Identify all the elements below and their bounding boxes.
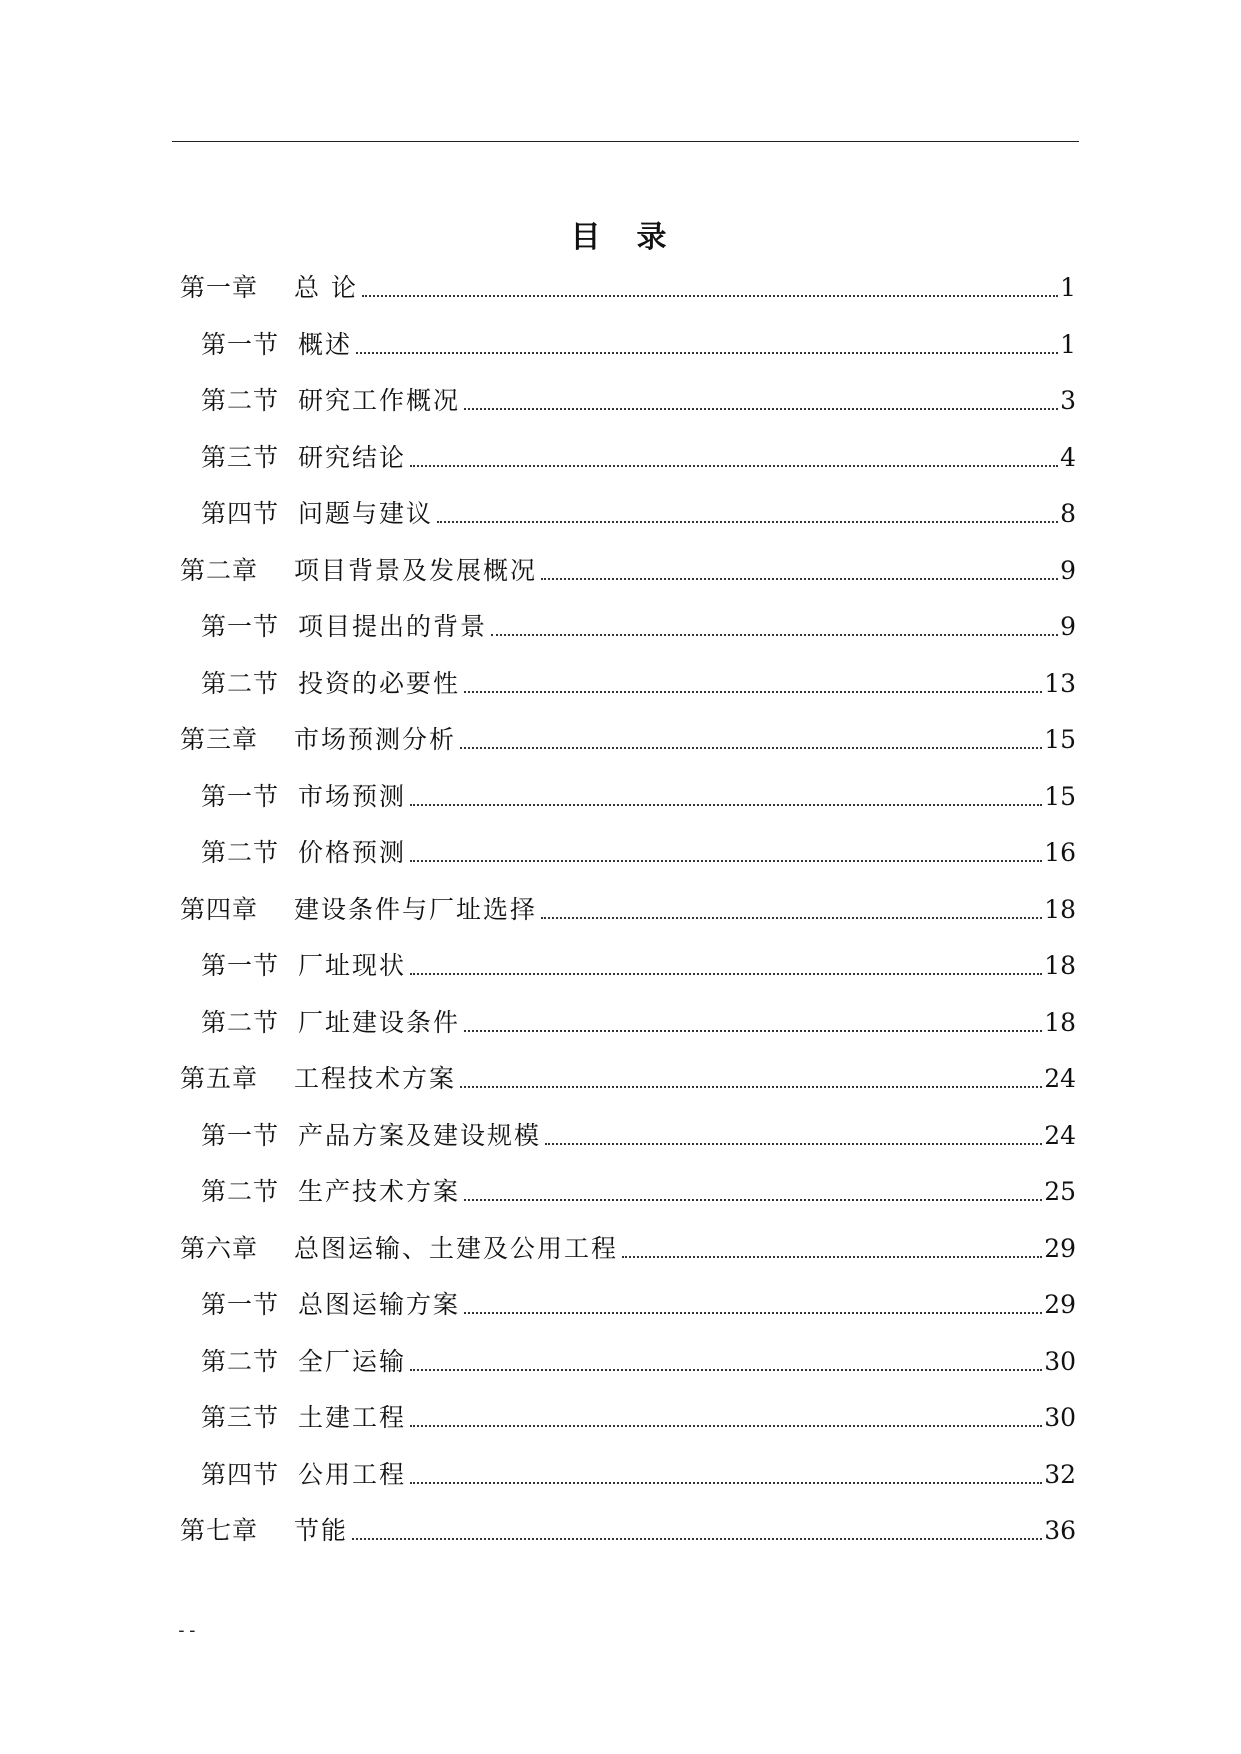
- toc-entry-label: 第二节: [201, 1347, 280, 1376]
- toc-entry-label: 第五章: [180, 1064, 259, 1093]
- toc-entry-chapter[interactable]: [180, 1511, 1076, 1551]
- toc-entry-chapter[interactable]: [180, 1059, 1076, 1099]
- toc-entry-section[interactable]: [201, 777, 1076, 817]
- toc-entry-section[interactable]: [201, 946, 1076, 986]
- toc-title-char-2: 录: [636, 220, 671, 255]
- toc-entry-label: 第四节: [201, 1460, 280, 1489]
- toc-entry-section[interactable]: [201, 438, 1076, 478]
- dot-leader: [545, 1143, 1042, 1145]
- dot-leader: [362, 295, 1058, 297]
- toc-entry-section[interactable]: [201, 664, 1076, 704]
- header-rule: [172, 141, 1079, 142]
- toc-entry-page-number: 29: [1044, 1290, 1076, 1319]
- dot-leader: [541, 578, 1058, 580]
- toc-entry-section[interactable]: [201, 1398, 1076, 1438]
- toc-entry-page-number: 8: [1060, 499, 1076, 528]
- toc-entry-page-number: 25: [1044, 1177, 1076, 1206]
- toc-entry-title: 工程技术方案: [294, 1064, 457, 1093]
- toc-entry-page-number: 24: [1044, 1064, 1076, 1093]
- toc-entry-label: 第三节: [201, 443, 280, 472]
- toc-entry-title: 项目提出的背景: [298, 612, 488, 641]
- toc-entry-section[interactable]: [201, 1455, 1076, 1495]
- dot-leader: [460, 1086, 1042, 1088]
- dot-leader: [491, 634, 1058, 636]
- toc-entry-title: 土建工程: [298, 1403, 407, 1432]
- toc-entry-label: 第三章: [180, 725, 259, 754]
- dot-leader: [464, 1312, 1042, 1314]
- toc-title: [0, 214, 1241, 262]
- toc-entry-label: 第二节: [201, 838, 280, 867]
- toc-entry-page-number: 15: [1044, 725, 1076, 754]
- toc-entry-title: 建设条件与厂址选择: [294, 895, 538, 924]
- toc-entry-section[interactable]: [201, 607, 1076, 647]
- toc-entry-chapter[interactable]: [180, 720, 1076, 760]
- toc-entry-chapter[interactable]: [180, 268, 1076, 308]
- toc-entry-label: 第一节: [201, 782, 280, 811]
- toc-entry-title: 总图运输、土建及公用工程: [294, 1234, 619, 1263]
- toc-entry-page-number: 29: [1044, 1234, 1076, 1263]
- toc-entry-chapter[interactable]: [180, 1229, 1076, 1269]
- toc-entry-label: 第六章: [180, 1234, 259, 1263]
- dot-leader: [352, 1538, 1042, 1540]
- toc-entry-title: 研究结论: [298, 443, 407, 472]
- footer-mark: --: [176, 1620, 198, 1641]
- toc-entry-page-number: 9: [1060, 556, 1076, 585]
- toc-entry-section[interactable]: [201, 1116, 1076, 1156]
- toc-entry-page-number: 18: [1044, 1008, 1076, 1037]
- toc-entry-title: 概述: [298, 330, 353, 359]
- toc-entry-title: 厂址建设条件: [298, 1008, 461, 1037]
- dot-leader: [410, 1482, 1042, 1484]
- toc-entry-title: 投资的必要性: [298, 669, 461, 698]
- toc-entry-title: 问题与建议: [298, 499, 434, 528]
- toc-entry-label: 第一节: [201, 612, 280, 641]
- toc-entry-title: 总 论: [294, 273, 358, 302]
- toc-entry-page-number: 9: [1060, 612, 1076, 641]
- toc-entry-page-number: 18: [1044, 951, 1076, 980]
- toc-entry-label: 第二节: [201, 386, 280, 415]
- dot-leader: [410, 973, 1042, 975]
- toc-entry-section[interactable]: [201, 381, 1076, 421]
- toc-entry-page-number: 13: [1044, 669, 1076, 698]
- dot-leader: [464, 691, 1042, 693]
- toc-entry-section[interactable]: [201, 1172, 1076, 1212]
- toc-title-char-1: 目: [570, 220, 605, 255]
- toc-entry-page-number: 3: [1060, 386, 1076, 415]
- toc-entry-title: 厂址现状: [298, 951, 407, 980]
- dot-leader: [437, 521, 1058, 523]
- toc-entry-section[interactable]: [201, 1003, 1076, 1043]
- toc-entry-page-number: 1: [1060, 273, 1076, 302]
- toc-entry-title: 总图运输方案: [298, 1290, 461, 1319]
- dot-leader: [464, 1030, 1042, 1032]
- toc-entry-page-number: 32: [1044, 1460, 1076, 1489]
- toc-entry-section[interactable]: [201, 1342, 1076, 1382]
- toc-entry-label: 第一节: [201, 1290, 280, 1319]
- toc-entry-label: 第二节: [201, 1177, 280, 1206]
- dot-leader: [410, 1369, 1042, 1371]
- toc-entry-title: 生产技术方案: [298, 1177, 461, 1206]
- toc-entry-title: 市场预测: [298, 782, 407, 811]
- dot-leader: [410, 860, 1042, 862]
- toc-entry-title: 市场预测分析: [294, 725, 457, 754]
- dot-leader: [356, 352, 1058, 354]
- toc-entry-label: 第二章: [180, 556, 259, 585]
- dot-leader: [460, 747, 1042, 749]
- toc-entry-title: 产品方案及建设规模: [298, 1121, 542, 1150]
- toc-entry-title: 节能: [294, 1516, 349, 1545]
- toc-entry-section[interactable]: [201, 833, 1076, 873]
- toc-entry-chapter[interactable]: [180, 551, 1076, 591]
- dot-leader: [410, 465, 1058, 467]
- toc-entry-page-number: 24: [1044, 1121, 1076, 1150]
- toc-entry-label: 第一章: [180, 273, 259, 302]
- toc-entry-page-number: 1: [1060, 330, 1076, 359]
- toc-entry-label: 第一节: [201, 1121, 280, 1150]
- toc-entry-section[interactable]: [201, 325, 1076, 365]
- toc-entry-label: 第四章: [180, 895, 259, 924]
- toc-entry-page-number: 30: [1044, 1403, 1076, 1432]
- toc-entry-page-number: 18: [1044, 895, 1076, 924]
- toc-entry-label: 第一节: [201, 330, 280, 359]
- toc-entry-page-number: 15: [1044, 782, 1076, 811]
- toc-entry-label: 第一节: [201, 951, 280, 980]
- toc-entry-section[interactable]: [201, 494, 1076, 534]
- dot-leader: [464, 1199, 1042, 1201]
- dot-leader: [622, 1256, 1042, 1258]
- toc-entry-title: 项目背景及发展概况: [294, 556, 538, 585]
- toc-entry-title: 公用工程: [298, 1460, 407, 1489]
- toc-entry-title: 全厂运输: [298, 1347, 407, 1376]
- toc-entry-chapter[interactable]: [180, 890, 1076, 930]
- dot-leader: [464, 408, 1058, 410]
- dot-leader: [410, 804, 1042, 806]
- toc-entry-label: 第七章: [180, 1516, 259, 1545]
- toc-entry-label: 第二节: [201, 669, 280, 698]
- toc-entry-label: 第二节: [201, 1008, 280, 1037]
- toc-entry-page-number: 30: [1044, 1347, 1076, 1376]
- toc-entry-label: 第三节: [201, 1403, 280, 1432]
- toc-entry-section[interactable]: [201, 1285, 1076, 1325]
- toc-entry-title: 研究工作概况: [298, 386, 461, 415]
- toc-entry-page-number: 36: [1044, 1516, 1076, 1545]
- dot-leader: [541, 917, 1042, 919]
- toc-entry-page-number: 4: [1060, 443, 1076, 472]
- dot-leader: [410, 1425, 1042, 1427]
- toc-entry-page-number: 16: [1044, 838, 1076, 867]
- toc-entry-label: 第四节: [201, 499, 280, 528]
- toc-entry-title: 价格预测: [298, 838, 407, 867]
